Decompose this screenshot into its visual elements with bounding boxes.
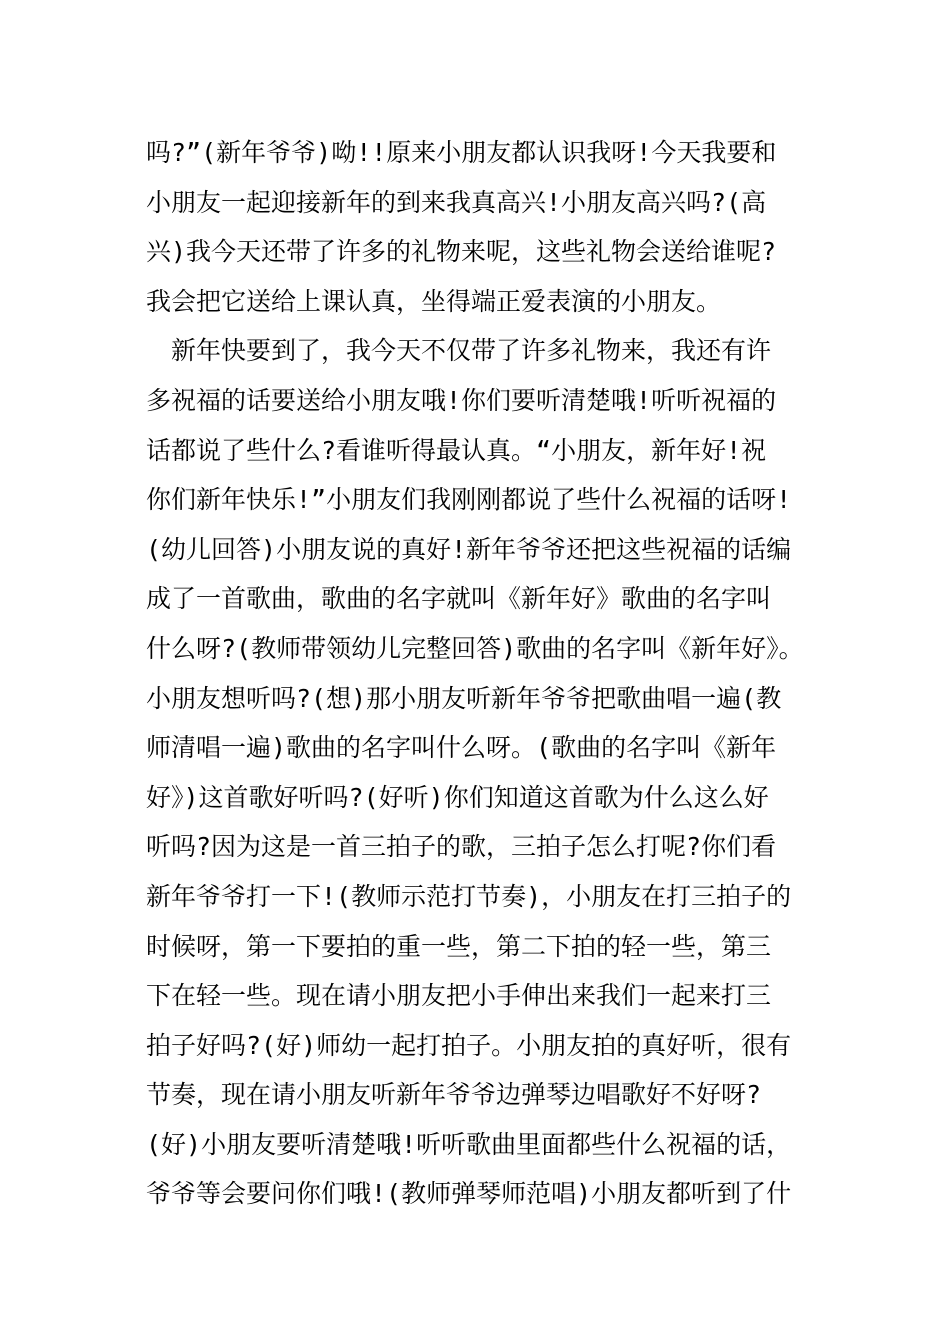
text-line: 话都说了些什么?看谁听得最认真。“小朋友，新年好!祝	[146, 435, 767, 465]
text-line: 我会把它送给上课认真，坐得端正爱表演的小朋友。	[146, 286, 722, 316]
text-line: 新年爷爷打一下!(教师示范打节奏)，小朋友在打三拍子的	[146, 881, 792, 911]
text-line: 兴)我今天还带了许多的礼物来呢，这些礼物会送给谁呢?	[146, 237, 777, 267]
text-line: 听吗?因为这是一首三拍子的歌，三拍子怎么打呢?你们看	[146, 832, 777, 862]
text-line: 节奏，现在请小朋友听新年爷爷边弹琴边唱歌好不好呀?	[146, 1080, 762, 1110]
text-line: 时候呀，第一下要拍的重一些，第二下拍的轻一些，第三	[146, 931, 772, 961]
text-line: 小朋友想听吗?(想)那小朋友听新年爷爷把歌曲唱一遍(教	[146, 683, 782, 713]
text-line: 下在轻一些。现在请小朋友把小手伸出来我们一起来打三	[146, 981, 772, 1011]
text-line: 爷爷等会要问你们哦!(教师弹琴师范唱)小朋友都听到了什	[146, 1179, 792, 1209]
text-line: 成了一首歌曲，歌曲的名字就叫《新年好》歌曲的名字叫	[146, 584, 772, 614]
text-line: 拍子好吗?(好)师幼一起打拍子。小朋友拍的真好听，很有	[146, 1030, 792, 1060]
text-line: 吗?”(新年爷爷)呦!!原来小朋友都认识我呀!今天我要和	[146, 138, 777, 167]
text-line: (好)小朋友要听清楚哦!听听歌曲里面都些什么祝福的话，	[146, 1129, 792, 1159]
text-line: 好》)这首歌好听吗?(好听)你们知道这首歌为什么这么好	[146, 782, 769, 812]
text-line: 小朋友一起迎接新年的到来我真高兴!小朋友高兴吗?(高	[146, 187, 767, 217]
text-line: 新年快要到了，我今天不仅带了许多礼物来，我还有许	[146, 336, 772, 366]
text-line: 什么呀?(教师带领幼儿完整回答)歌曲的名字叫《新年好》。	[146, 633, 804, 663]
text-line: (幼儿回答)小朋友说的真好!新年爷爷还把这些祝福的话编	[146, 534, 792, 564]
text-body	[146, 128, 810, 1219]
text-line: 师清唱一遍)歌曲的名字叫什么呀。(歌曲的名字叫《新年	[146, 733, 777, 763]
text-line: 多祝福的话要送给小朋友哦!你们要听清楚哦!听听祝福的	[146, 385, 777, 415]
text-line: 你们新年快乐!”小朋友们我刚刚都说了些什么祝福的话呀!	[146, 485, 792, 515]
